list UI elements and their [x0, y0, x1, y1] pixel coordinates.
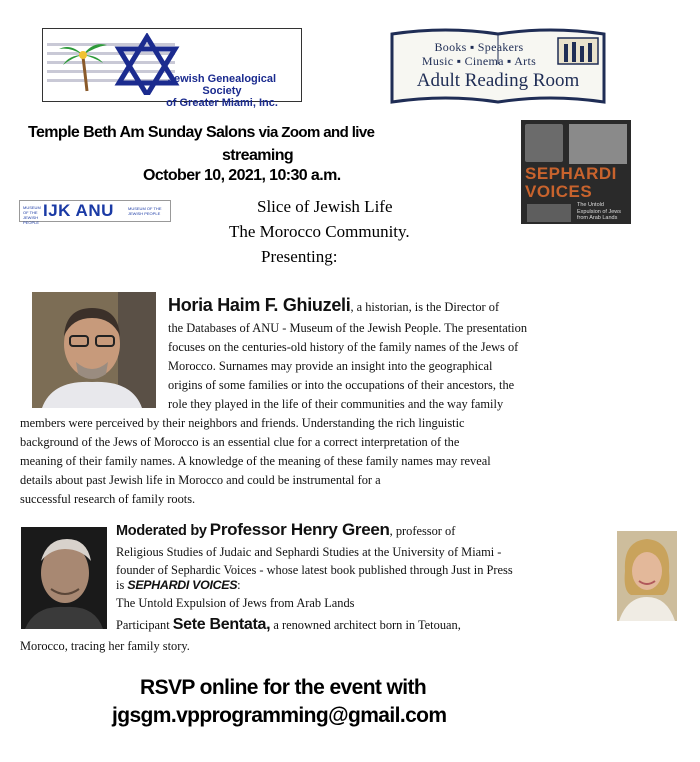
speaker1-line: Morocco. Surnames may provide an insight into the geographical — [168, 359, 493, 373]
reading-room-tagline — [404, 40, 554, 68]
speaker-photo-horia — [32, 292, 156, 408]
moderator-book-title: SEPHARDI VOICES — [127, 578, 238, 592]
anu-logo-main: IJK ANU — [43, 201, 114, 220]
book-cover-thumb — [527, 204, 571, 222]
book-title-line1: SEPHARDI — [525, 164, 617, 183]
participant-name: Sete Bentata, — [172, 616, 271, 633]
rsvp-email[interactable]: jgsgm.vpprogramming@gmail.com — [112, 704, 447, 727]
book-cover-photo — [569, 124, 627, 164]
reading-room-logo — [386, 24, 610, 110]
participant-lead — [116, 616, 461, 634]
intro-slice: Slice of Jewish Life — [257, 197, 393, 216]
speaker1-lead-rest: , a historian, is the Director of — [350, 300, 500, 314]
moderator-line3-prefix: is — [116, 578, 128, 592]
moderator-lead — [116, 520, 455, 540]
book-cover-image — [521, 120, 631, 224]
moderator-photo-henry — [21, 527, 107, 629]
reading-room-line2: Music ▪ Cinema ▪ Arts — [421, 54, 537, 68]
reading-room-line1: Books ▪ Speakers — [434, 40, 524, 54]
jgs-name-line1: Jewish Genealogical Society — [167, 73, 277, 97]
moderator-line3-suffix: : — [237, 578, 241, 592]
event-title-line2: streaming — [222, 147, 294, 164]
moderator-prefix: Moderated by — [116, 523, 207, 539]
speaker1-line: role they played in the life of their communities and the way family — [168, 397, 504, 411]
event-date: October 10, 2021, 10:30 a.m. — [143, 167, 341, 184]
jgs-logo — [42, 28, 302, 109]
anu-logo-right-text: MUSEUM OF THE JEWISH PEOPLE — [128, 206, 162, 216]
participant-prefix: Participant — [116, 618, 170, 632]
anu-logo — [19, 200, 171, 225]
moderator-name: Professor Henry Green — [209, 520, 390, 539]
event-title — [28, 124, 518, 142]
intro-community: The Morocco Community. — [229, 222, 410, 241]
jgs-name-line2: of Greater Miami, Inc. — [166, 97, 278, 109]
speaker1-full-line: background of the Jews of Morocco is an essential clue for a correct interpretation of the — [20, 435, 460, 449]
moderator-line4: The Untold Expulsion of Jews from Arab Lands — [116, 596, 355, 610]
speaker1-full-line: successful research of family roots. — [20, 492, 196, 506]
speaker1-line: focuses on the centuries-old history of the family names of the Jews of — [168, 340, 519, 354]
anu-logo-left-text: MUSEUM OF THE JEWISH PEOPLE — [23, 205, 41, 225]
speaker1-full-line: members were perceived by their neighbors and friends. Understanding the rich linguistic — [20, 416, 465, 430]
speaker1-full-line: meaning of their family names. A knowledge of the meaning of these family names may reveal — [20, 454, 491, 468]
jgs-logo-text — [147, 73, 297, 109]
moderator-line3 — [116, 578, 241, 593]
book-subtitle: The Untold Expulsion of Jews from Arab Lands — [577, 202, 622, 221]
reading-room-title: Adult Reading Room — [416, 70, 580, 91]
speaker1-full-line: details about past Jewish life in Morocco and could be instrumental for a — [20, 473, 381, 487]
book-cover-portrait — [525, 124, 563, 162]
speaker1-line: the Databases of ANU - Museum of the Jewish People. The presentation — [168, 321, 528, 335]
moderator-line2: founder of Sephardic Voices - whose latest book published through Just in Press — [116, 563, 513, 577]
speaker1-line: origins of some families or into the occupations of their ancestors, the — [168, 378, 515, 392]
participant-line2: Morocco, tracing her family story. — [20, 639, 190, 653]
participant-photo-sete — [617, 531, 677, 621]
moderator-lead-rest: , professor of — [389, 524, 456, 538]
event-title-main: Temple Beth Am Sunday Salons — [28, 124, 255, 141]
moderator-line1: Religious Studies of Judaic and Sephardi Studies at the University of Miami - — [116, 545, 502, 559]
book-title-line2: VOICES — [525, 182, 593, 201]
speaker1-lead — [168, 295, 499, 316]
rsvp-text: RSVP online for the event with — [140, 676, 427, 699]
speaker1-name: Horia Haim F. Ghiuzeli — [168, 295, 351, 315]
event-title-rest: via Zoom and live — [258, 124, 375, 141]
participant-rest: a renowned architect born in Tetouan, — [270, 618, 461, 632]
intro-presenting: Presenting: — [261, 247, 338, 266]
